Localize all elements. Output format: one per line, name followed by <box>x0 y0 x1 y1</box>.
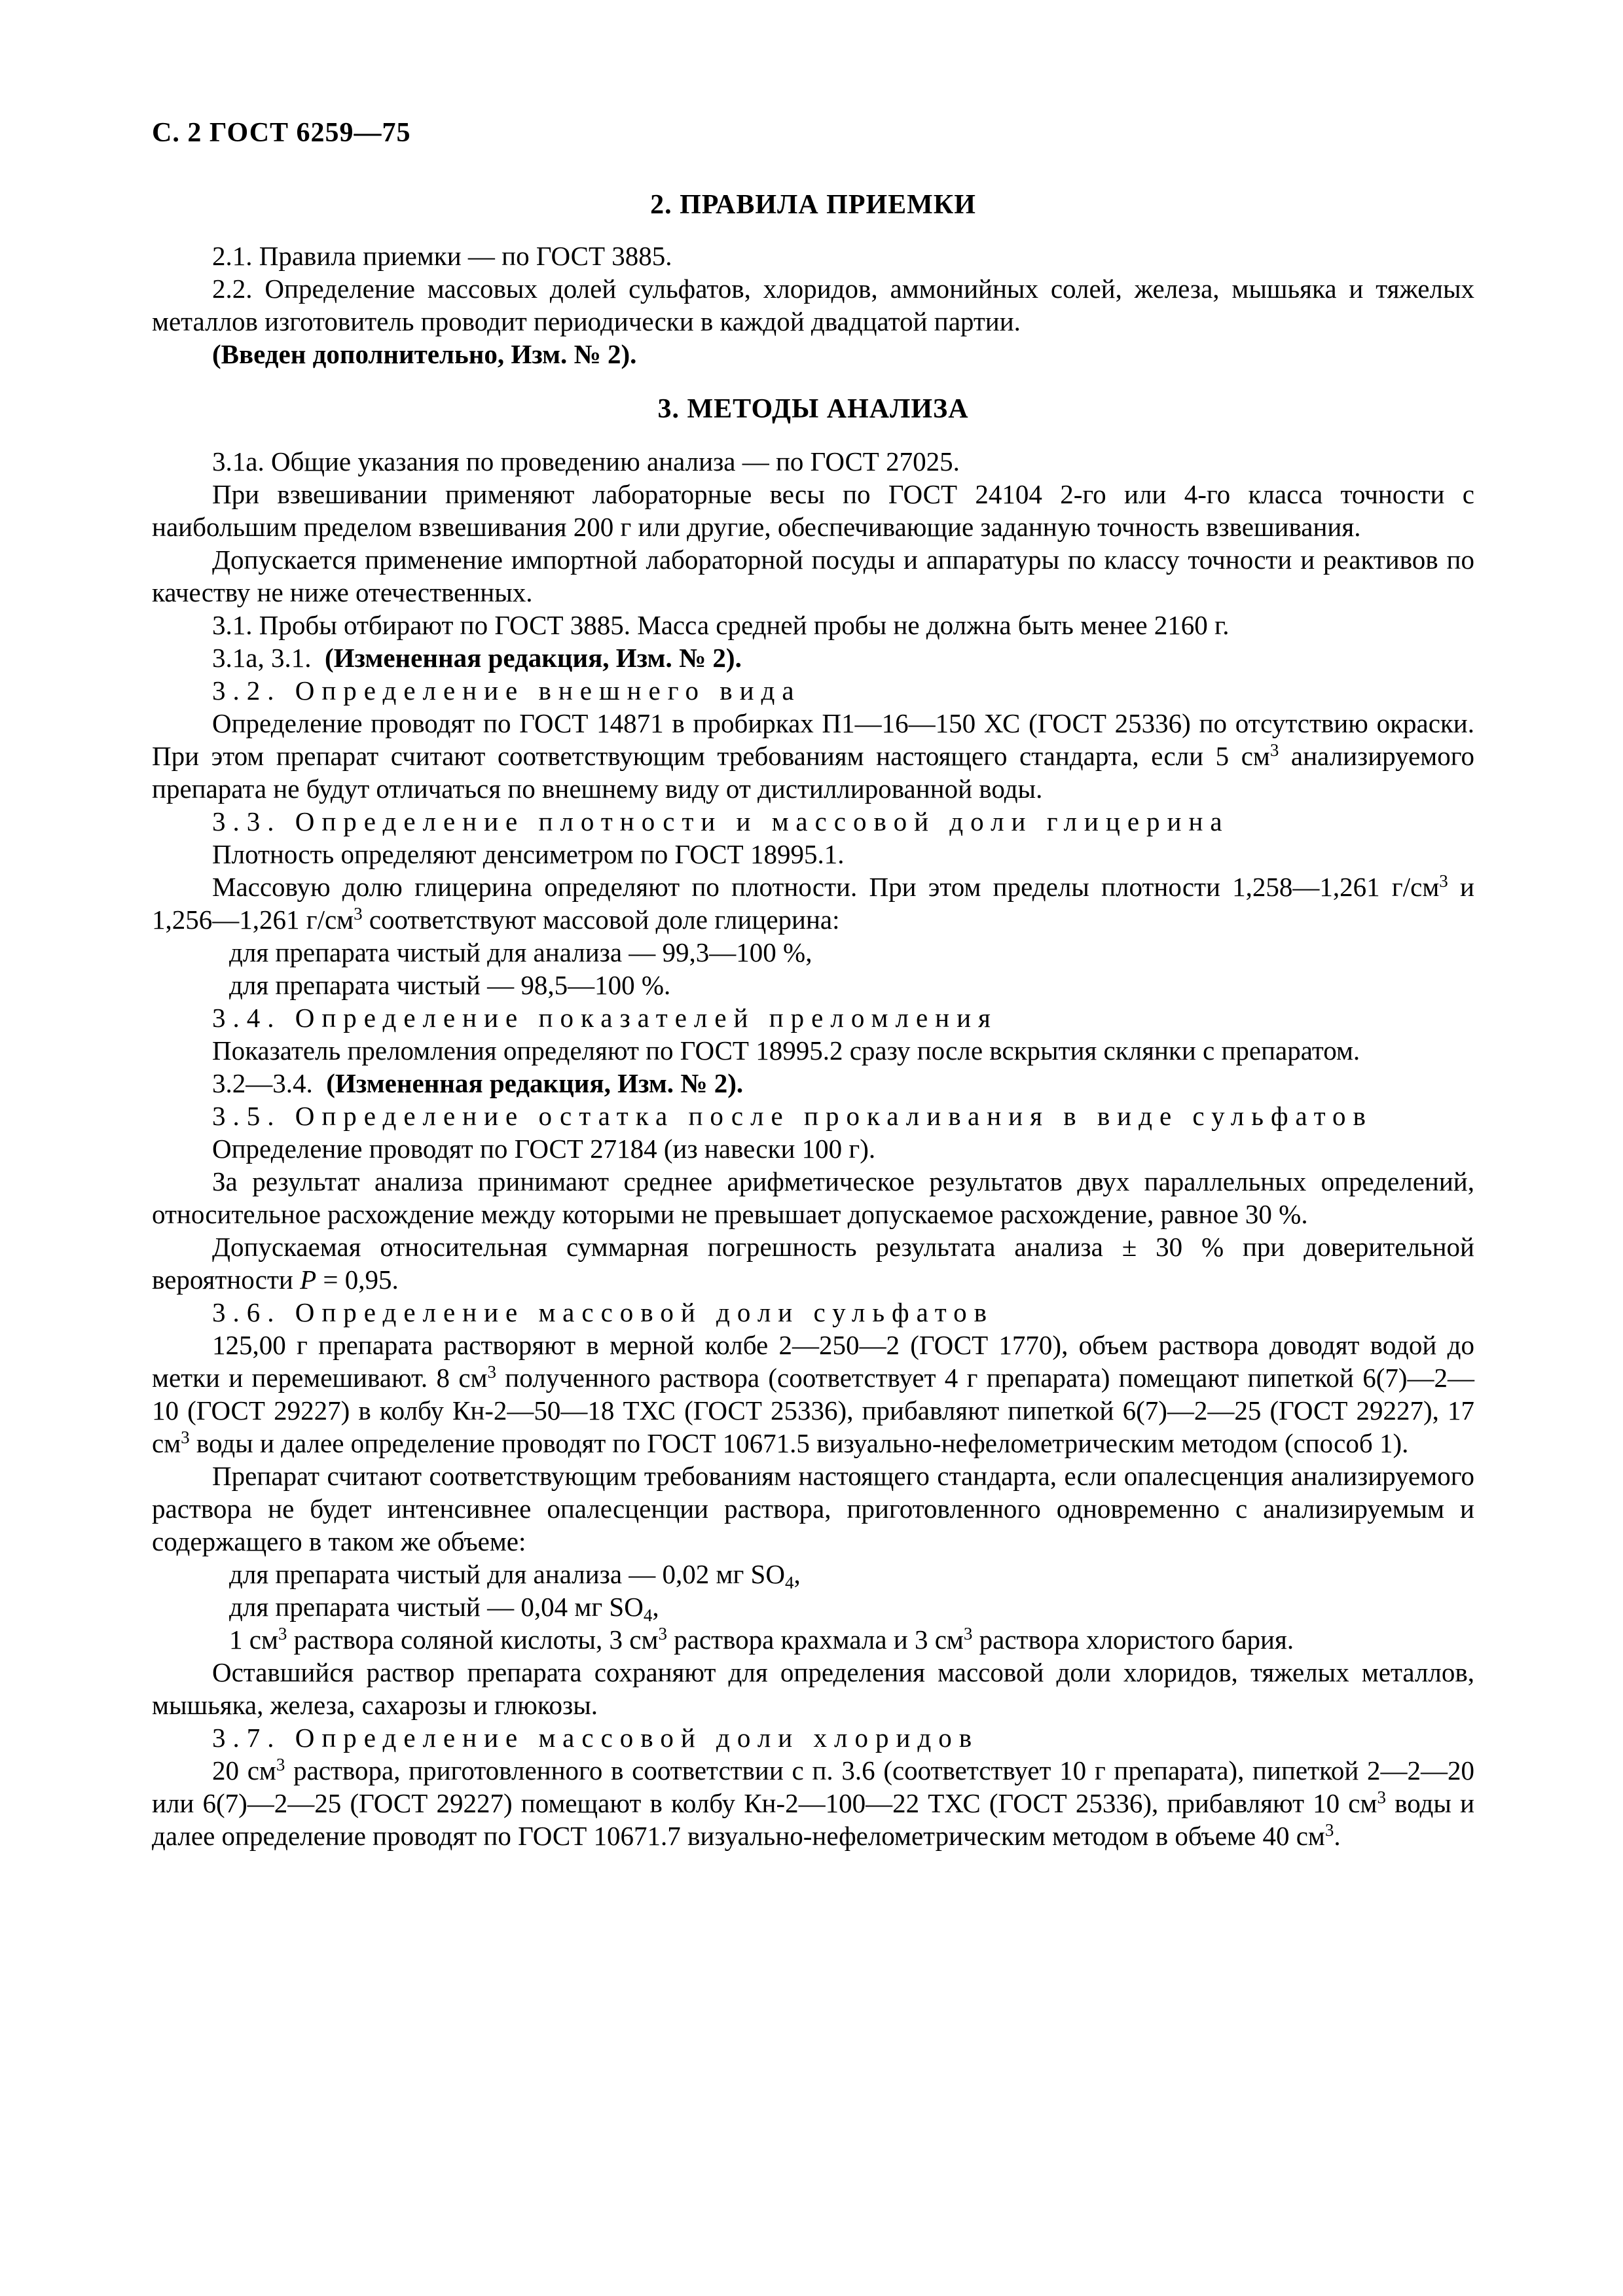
superscript: 3 <box>1439 871 1448 891</box>
paragraph-3-6-procedure <box>152 1329 1474 1460</box>
paragraph-3-6-reagents <box>152 1623 1474 1656</box>
text-run: соответствуют массовой доле глицерина: <box>369 905 840 935</box>
paragraph-3-3-glycerin <box>152 870 1474 936</box>
superscript: 3 <box>1269 740 1279 760</box>
subscript: 4 <box>643 1605 653 1625</box>
paragraph-3-1: 3.1. Пробы отбирают по ГОСТ 3885. Масса средней пробы не должна быть менее 2160 г. <box>212 610 1230 640</box>
subsection-3-5-title: 3.5. Определение остатка после прокаливания в виде сульфатов <box>212 1101 1373 1131</box>
paragraph-3-7: 20 $см^3$ раствора, приготовленного в соответствии с п. 3.6 (соответствует 10 г препарата), пипеткой 2—2—20 или 6(7)—2—25 (ГОСТ 29227) помещают в колбу Кн-2—100—22 ТХС (ГОСТ 25336), прибавляют 10 $см^3$ воды и далее определение проводят по ГОСТ 10671.7 визуально-нефелометрическим методом в объеме 40 $см^3$. <box>152 1755 1475 1851</box>
text-run: воды и далее определение проводят по ГОСТ 10671.5 визуально-нефелометрическим методом (способ 1). <box>196 1428 1409 1458</box>
text-run: Определение проводят по ГОСТ 14871 в пробирках П1—16—150 ХС (ГОСТ 25336) по отсутствию окраски. При этом препарат считают соответствующим требованиям настоящего стандарта, если 5 см <box>152 708 1474 771</box>
text-run: и 1,256—1,261 г/см <box>152 872 1474 935</box>
text-run: полученного раствора (соответствует 4 г препарата) помещают пипеткой 6(7)—2—10 (ГОСТ 29227) в колбу Кн-2—50—18 ТХС (ГОСТ 25336), прибавляют пипеткой 6(7)—2—25 (ГОСТ 29227), 17 см <box>152 1363 1474 1458</box>
page-header: С. 2 ГОСТ 6259—75 <box>152 118 411 148</box>
subsection-3-2-title: 3.2. Определение внешнего вида <box>212 675 801 706</box>
paragraph-3-1a-imported: Допускается применение импортной лабораторной посуды и аппаратуры по классу точности и реактивов по качеству не ниже отечественных. <box>152 545 1474 607</box>
text-run: для препарата чистый для анализа — 0,02 мг SO <box>229 1559 785 1589</box>
section-3-heading: 3. МЕТОДЫ АНАЛИЗА <box>657 394 969 424</box>
subsection-3-3-title: 3.3. Определение плотности и массовой доли глицерина <box>212 806 1230 836</box>
text-run: Массовую долю глицерина определяют по плотности. При этом пределы плотности 1,258—1,261 г/см <box>212 872 1440 902</box>
superscript: 3 <box>487 1362 496 1382</box>
note-prefix: 3.2—3.4. <box>212 1068 313 1098</box>
paragraph-3-4: Показатель преломления определяют по ГОСТ 18995.2 сразу после вскрытия склянки с препаратом. <box>212 1035 1360 1066</box>
subsection-3-7-title: 3.7. Определение массовой доли хлоридов <box>212 1723 979 1753</box>
note-prefix: 3.1а, 3.1. <box>212 643 312 673</box>
section-2-heading: 2. ПРАВИЛА ПРИЕМКИ <box>650 190 976 220</box>
text-run: = 0,95. <box>323 1265 399 1295</box>
subsection-3-4-title: 3.4. Определение показателей преломления <box>212 1003 998 1033</box>
superscript: 3 <box>181 1427 190 1447</box>
text-run: 20 см <box>212 1755 276 1785</box>
paragraph-3-1a: 3.1а. Общие указания по проведению анализа — по ГОСТ 27025. <box>212 446 960 476</box>
text-run: для препарата чистый — 0,04 мг SO <box>229 1592 644 1622</box>
superscript: 3 <box>354 904 363 924</box>
text-run: воды и далее определение проводят по ГОСТ 10671.7 визуально-нефелометрическим методом в объеме 40 см <box>152 1788 1475 1851</box>
subscript: 4 <box>784 1573 794 1592</box>
paragraph-3-1a-weighing: При взвешивании применяют лабораторные весы по ГОСТ 24104 2-го или 4-го класса точности с наибольшим пределом взвешивания 200 г или другие, обеспечивающие заданную точность взвешивания. <box>152 479 1474 542</box>
list-item-analytical-so4: для препарата чистый для анализа — 0,02 мг $SO_4$, <box>229 1559 801 1592</box>
list-item-pure-so4: для препарата чистый — 0,04 мг $SO_4$, <box>229 1592 659 1625</box>
text-run: раствора, приготовленного в соответствии с п. 3.6 (соответствует 10 г препарата), пипеткой 2—2—20 или 6(7)—2—25 (ГОСТ 29227) помещают в колбу Кн-2—100—22 ТХС (ГОСТ 25336), прибавляют 10 см <box>152 1755 1474 1818</box>
note-text: (Измененная редакция, Изм. № 2). <box>324 643 742 673</box>
text-run: раствора хлористого бария. <box>979 1624 1294 1655</box>
text-run: раствора крахмала и 3 см <box>674 1624 964 1655</box>
superscript: 3 <box>963 1624 973 1643</box>
superscript: 3 <box>278 1624 287 1643</box>
document-body <box>152 188 1474 1852</box>
text-run: Допускаемая относительная суммарная погрешность результата анализа ± 30 % при доверительной вероятности <box>152 1232 1474 1295</box>
paragraph-3-3-density: Плотность определяют денсиметром по ГОСТ 18995.1. <box>212 839 845 869</box>
list-item-analytical-grade: для препарата чистый для анализа — 99,3—100 %, <box>229 937 812 967</box>
paragraph-3-5-result: За результат анализа принимают среднее арифметическое результатов двух параллельных определений, относительное расхождение между которыми не превышает допускаемое расхождение, равное 30 %. <box>152 1166 1474 1229</box>
text-run: 1 см <box>229 1624 278 1655</box>
paragraph-3-6-criteria: Препарат считают соответствующим требованиям настоящего стандарта, если опалесценция анализируемого раствора не будет интенсивнее опалесценции раствора, приготовленного одновременно с анализируемым и содержащего в таком же объеме: <box>152 1461 1474 1556</box>
paragraph-3-2 <box>152 707 1474 805</box>
subsection-3-6-title: 3.6. Определение массовой доли сульфатов <box>212 1297 994 1327</box>
note-text: (Измененная редакция, Изм. № 2). <box>326 1068 744 1098</box>
superscript: 3 <box>658 1624 667 1643</box>
list-item-pure-grade: для препарата чистый — 98,5—100 %. <box>229 970 671 1000</box>
text-run: 125,00 г препарата растворяют в мерной колбе 2—250—2 (ГОСТ 1770), объем раствора доводят водой до метки и перемешивают. 8 см <box>152 1330 1474 1393</box>
amendment-note-3-1 <box>152 641 1474 674</box>
text-run: раствора соляной кислоты, 3 см <box>293 1624 659 1655</box>
amendment-note-2-2: (Введен дополнительно, Изм. № 2). <box>212 339 637 369</box>
paragraph-3-5-method: Определение проводят по ГОСТ 27184 (из навески 100 г). <box>212 1134 876 1164</box>
amendment-note-3-4 <box>152 1067 1474 1100</box>
text-run: анализируемого препарата не будут отличаться по внешнему виду от дистиллированной воды. <box>152 741 1475 804</box>
paragraph-3-5-error <box>152 1230 1474 1296</box>
variable-p: P <box>300 1265 317 1295</box>
paragraph-3-6-remaining: Оставшийся раствор препарата сохраняют для определения массовой доли хлоридов, тяжелых металлов, мышьяка, железа, сахарозы и глюкозы. <box>152 1657 1474 1720</box>
superscript: 3 <box>1324 1820 1334 1840</box>
superscript: 3 <box>1377 1787 1386 1807</box>
superscript: 3 <box>276 1755 285 1774</box>
paragraph-2-2: 2.2. Определение массовых долей сульфатов, хлоридов, аммонийных солей, железа, мышьяка и тяжелых металлов изготовитель проводит периодически в каждой двадцатой партии. <box>152 274 1474 336</box>
paragraph-2-1: 2.1. Правила приемки — по ГОСТ 3885. <box>212 241 672 271</box>
